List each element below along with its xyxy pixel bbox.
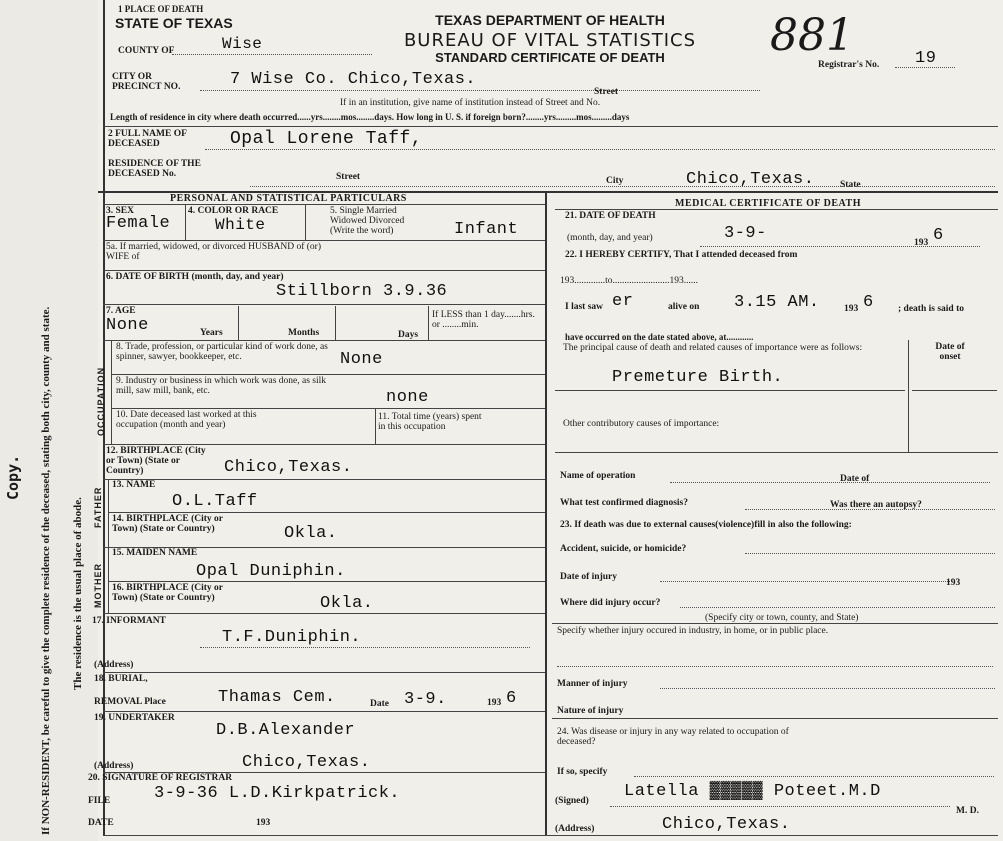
dod-value: 3-9-: [724, 224, 767, 243]
residence-city-label: City: [606, 176, 624, 186]
father-birthplace-label: 14. BIRTHPLACE (City or Town) (State or Country): [112, 514, 223, 534]
place-of-death-label: 1 PLACE OF DEATH: [118, 4, 204, 14]
marital-label-b: Widowed Divorced: [330, 216, 405, 226]
burial-label: 18. BURIAL,: [94, 674, 148, 684]
physician-signature: Latella ▓▓▓▓▓ Poteet.M.D: [624, 782, 881, 801]
last-saw-time: 3.15 AM.: [734, 293, 820, 312]
institution-note: If in an institution, give name of institution instead of Street and No.: [340, 98, 601, 108]
residence-state-label: State: [840, 180, 861, 190]
dod-year-prefix: 193: [914, 238, 929, 248]
residence-city: Chico,Texas.: [686, 170, 815, 189]
signed-label: (Signed): [555, 796, 589, 806]
birthplace-label: 12. BIRTHPLACE (City or Town) (State or Country): [106, 446, 206, 476]
state-label: STATE OF TEXAS: [115, 15, 233, 31]
informant-address-label: (Address): [94, 660, 134, 670]
certificate-title: STANDARD CERTIFICATE OF DEATH: [435, 50, 665, 65]
informant-label: 17. INFORMANT: [92, 616, 166, 626]
city-label: CITY OR PRECINCT NO.: [112, 72, 181, 92]
file-number: 881: [770, 10, 854, 61]
injury-where-label: Where did injury occur?: [560, 598, 661, 608]
last-saw-who: er: [612, 292, 634, 311]
industry-value: none: [386, 388, 429, 407]
dod-sub-label: (month, day, and year): [567, 233, 653, 243]
filed-date-label: DATE: [88, 818, 114, 828]
marital-value: Infant: [454, 220, 519, 239]
related-label: 24. Was disease or injury in any way related to occupation of deceased?: [557, 727, 789, 747]
dept-title: TEXAS DEPARTMENT OF HEALTH: [435, 12, 665, 28]
birthplace-value: Chico,Texas.: [224, 458, 353, 477]
contributory-label: Other contributory causes of importance:: [563, 419, 720, 429]
certify-label: 22. I HEREBY CERTIFY, That I attended deceased from: [565, 250, 798, 260]
county-label: COUNTY OF: [118, 46, 175, 56]
medical-section-title: MEDICAL CERTIFICATE OF DEATH: [675, 198, 861, 209]
trade-label: 8. Trade, profession, or particular kind of work done, as spinner, sawyer, bookkeeper, etc.: [116, 342, 328, 362]
physician-address-label: (Address): [555, 824, 595, 834]
personal-section-title: PERSONAL AND STATISTICAL PARTICULARS: [170, 193, 407, 204]
dob-value: Stillborn 3.9.36: [276, 282, 448, 301]
external-causes-label: 23. If death was due to external causes(violence)fill in also the following:: [560, 520, 852, 530]
last-worked-label: 10. Date deceased last worked at this occupation (month and year): [116, 410, 257, 430]
mother-section-label: MOTHER: [93, 563, 103, 608]
alive-on-label: alive on: [668, 302, 700, 312]
autopsy-label: Was there an autopsy?: [830, 500, 922, 510]
occurred-label: have occurred on the date stated above, at............: [565, 332, 754, 342]
occupation-section-label: OCCUPATION: [96, 366, 106, 436]
residence-label: RESIDENCE OF THE DECEASED No.: [108, 159, 201, 179]
marital-label-c: (Write the word): [330, 226, 394, 236]
city-value: 7 Wise Co. Chico,Texas.: [230, 70, 477, 89]
filed-label: FILE: [88, 796, 111, 806]
full-name-label: 2 FULL NAME OF DECEASED: [108, 129, 187, 149]
burial-date-label: Date: [370, 699, 389, 709]
if-less-label: If LESS than 1 day.......hrs. or ........min.: [432, 310, 535, 330]
industry-label: 9. Industry or business in which work was done, as silk mill, saw mill, bank, etc.: [116, 376, 327, 396]
removal-place-label: REMOVAL Place: [94, 697, 166, 707]
age-value: None: [106, 316, 149, 335]
registrar-signature-label: 20. SIGNATURE OF REGISTRAR: [88, 773, 233, 783]
injury-date-label: Date of injury: [560, 572, 617, 582]
dod-label: 21. DATE OF DEATH: [565, 211, 656, 221]
father-name: O.L.Taff: [172, 492, 258, 511]
undertaker-name: D.B.Alexander: [216, 721, 356, 740]
deceased-name: Opal Lorene Taff,: [230, 129, 423, 149]
filed-date-year: 193: [256, 818, 271, 828]
burial-year: 6: [506, 689, 517, 708]
informant-value: T.F.Duniphin.: [222, 628, 362, 647]
residence-length: Length of residence in city where death occurred......yrs........mos........days. How long in U. S. if foreign born?........yrs.........mos.........days: [110, 112, 630, 122]
nature-label: Nature of injury: [557, 706, 624, 716]
operation-label: Name of operation: [560, 471, 636, 481]
md-label: M. D.: [956, 806, 979, 816]
injury-year: 193: [946, 578, 961, 588]
filed-value: 3-9-36 L.D.Kirkpatrick.: [154, 784, 401, 803]
last-saw-year-prefix: 193: [844, 304, 859, 314]
dob-label: 6. DATE OF BIRTH (month, day, and year): [106, 272, 284, 282]
residence-street-label: Street: [336, 172, 361, 182]
burial-date: 3-9.: [404, 690, 447, 709]
marital-label-a: 5. Single Married: [330, 206, 397, 216]
registrar-no: 19: [915, 49, 937, 68]
mother-birthplace: Okla.: [320, 594, 374, 613]
form-bottom-border: [103, 835, 998, 836]
death-said-label: ; death is said to: [898, 304, 964, 314]
margin-note-2: The residence is the usual place of abode.: [72, 497, 84, 690]
burial-place: Thamas Cem.: [218, 688, 336, 707]
last-saw-year: 6: [863, 293, 874, 312]
bureau-title: BUREAU OF VITAL STATISTICS: [403, 30, 697, 51]
cause-value: Premeture Birth.: [612, 368, 784, 387]
mother-name: Opal Duniphin.: [196, 562, 346, 581]
accident-label: Accident, suicide, or homicide?: [560, 544, 687, 554]
diagnosis-label: What test confirmed diagnosis?: [560, 498, 688, 508]
margin-note-1: If NON-RESIDENT, be careful to give the complete residence of the deceased, stating both city, county and state.: [40, 306, 52, 835]
father-section-label: FATHER: [93, 486, 103, 528]
undertaker-label: 19. UNDERTAKER: [94, 713, 175, 723]
last-saw-label: I last saw: [565, 302, 604, 312]
dod-year: 6: [933, 226, 944, 245]
father-birthplace: Okla.: [284, 524, 338, 543]
county-value: Wise: [222, 35, 263, 53]
sex-label: 3. SEX: [106, 206, 134, 216]
color-value: White: [215, 216, 266, 234]
injury-place-label: Specify whether injury occured in industry, in home, or in public place.: [557, 626, 829, 636]
physician-address: Chico,Texas.: [662, 815, 791, 834]
years-label: Years: [200, 328, 223, 338]
operation-date-label: Date of: [840, 474, 870, 484]
specify-label: If so, specify: [557, 767, 608, 777]
days-label: Days: [398, 330, 419, 340]
copy-stamp: Copy.: [4, 454, 22, 500]
age-label: 7. AGE: [106, 306, 136, 316]
date-onset-label: Date of onset: [935, 342, 965, 362]
attended-range: 193.............to........................193......: [560, 276, 699, 286]
left-margin: [0, 0, 98, 841]
undertaker-address: Chico,Texas.: [242, 753, 371, 772]
undertaker-address-label: (Address): [94, 761, 134, 771]
mother-birthplace-label: 16. BIRTHPLACE (City or Town) (State or Country): [112, 583, 223, 603]
injury-where-sub: (Specify city or town, county, and State): [705, 613, 859, 623]
manner-label: Manner of injury: [557, 679, 628, 689]
color-label: 4. COLOR OR RACE: [188, 206, 279, 216]
trade-value: None: [340, 350, 383, 369]
months-label: Months: [288, 328, 320, 338]
mother-name-label: 15. MAIDEN NAME: [112, 548, 198, 558]
registrar-no-label: Registrar's No.: [818, 60, 880, 70]
sex-value: Female: [106, 214, 171, 233]
place-street-label: Street: [594, 87, 619, 97]
cause-label: The principal cause of death and related causes of importance were as follows:: [563, 343, 863, 353]
father-name-label: 13. NAME: [112, 480, 156, 490]
spouse-label: 5a. If married, widowed, or divorced HUSBAND of (or) WIFE of: [106, 242, 322, 262]
burial-year-prefix: 193: [487, 698, 502, 708]
total-time-label: 11. Total time (years) spent in this occupation: [378, 412, 482, 432]
